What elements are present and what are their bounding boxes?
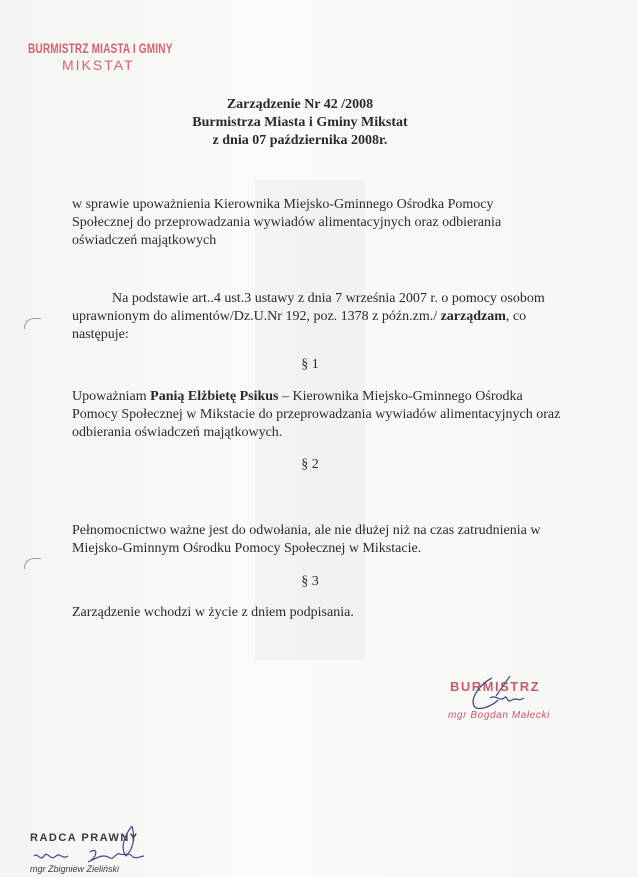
document-subject: w sprawie upoważnienia Kierownika Miejsko-Gminnego Ośrodka Pomocy Społecznej do przeprowadzania wywiadów alimentacyjnych oraz odbierania oświadczeń majątkowych	[72, 197, 502, 248]
section-1-before: Upoważniam	[72, 389, 151, 404]
section-2-text: Pełnomocnictwo ważne jest do odwołania, ale nie dłużej niż na czas zatrudnienia w Miejsko-Gminnym Ośrodku Pomocy Społecznej w Mikstacie.	[72, 523, 541, 556]
preamble-text: Na podstawie art..4 ust.3 ustawy z dnia 7 września 2007 r. o pomocy osobom uprawnionym do alimentów/Dz.U.Nr 192, poz. 1378 z późn.zm./	[72, 291, 545, 324]
punch-hole-mark	[24, 318, 41, 329]
section-1-number: § 1	[301, 357, 319, 372]
decree-word: zarządzam	[440, 309, 506, 324]
legal-title: RADCA PRAWNY	[30, 832, 139, 844]
document-issuer: Burmistrza Miasta i Gminy Mikstat	[192, 115, 408, 130]
stamp-line-1: BURMISTRZ MIASTA I GMINY	[28, 40, 173, 56]
document-date: z dnia 07 października 2008r.	[212, 133, 388, 148]
stamp-line-2: MIKSTAT	[62, 57, 135, 73]
legal-name: mgr Zbigniew Zieliński	[30, 864, 120, 874]
legal-counsel-stamp	[28, 826, 178, 876]
mayor-signature-stamp	[440, 676, 570, 726]
section-2-number: § 2	[301, 457, 319, 472]
section-3-number: § 3	[301, 574, 319, 589]
authorized-person: Panią Elżbietę Psikus	[150, 389, 279, 404]
section-1-after: – Kierownika Miejsko-Gminnego Ośrodka Pomocy Społecznej w Mikstacie do przeprowadzania wywiadów alimentacyjnych oraz odbierania oświadczeń majątkowych.	[72, 389, 561, 440]
preamble	[72, 290, 562, 344]
signature-title: BURMISTRZ	[450, 679, 541, 694]
office-stamp	[28, 40, 178, 73]
section-1-text	[72, 388, 562, 442]
signature-name: mgr Bogdan Małecki	[448, 710, 550, 721]
decree-rest: , co następuje:	[72, 309, 527, 342]
document-title: Zarządzenie Nr 42 /2008	[226, 97, 374, 112]
punch-hole-mark	[24, 558, 41, 569]
section-3-text: Zarządzenie wchodzi w życie z dniem podpisania.	[72, 605, 354, 620]
document-header	[150, 96, 450, 150]
